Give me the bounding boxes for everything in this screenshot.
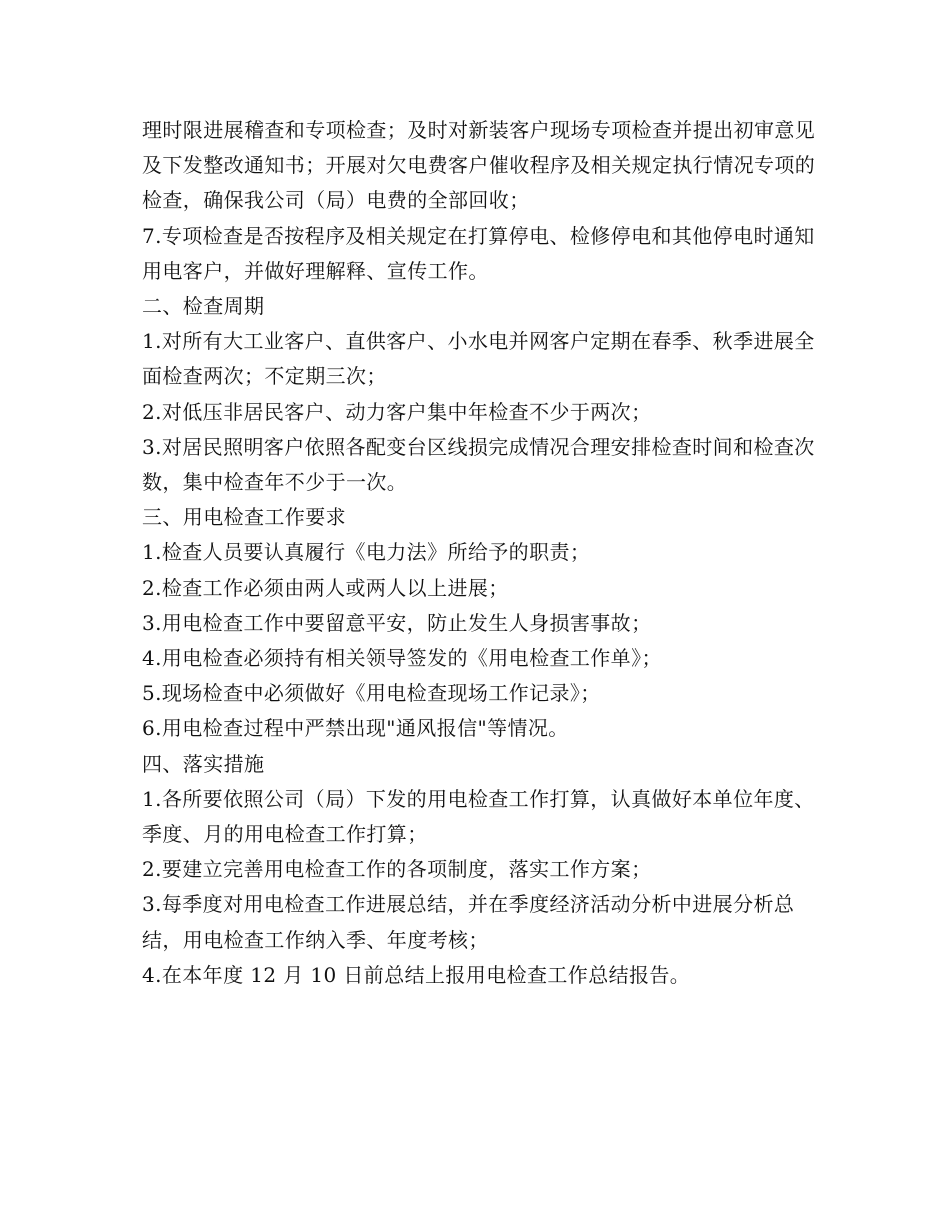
paragraph-requirement-item-4: 4.用电检查必须持有相关领导签发的《用电检查工作单》； [142,646,662,671]
paragraph-measure-item-4: 4.在本年度 12 月 10 日前总结上报用电检查工作总结报告。 [142,962,691,987]
paragraph-cycle-item-3: 3.对居民照明客户依照各配变台区线损完成情况合理安排检查时间和检查次数，集中检查年不少于一次。 [142,434,815,495]
paragraph-requirement-item-2: 2.检查工作必须由两人或两人以上进展； [142,575,509,600]
document-body [142,113,822,993]
paragraph-requirement-item-5: 5.现场检查中必须做好《用电检查现场工作记录》； [142,681,601,706]
paragraph-requirement-item-6: 6.用电检查过程中严禁出现"通风报信"等情况。 [142,716,569,741]
paragraph-measure-item-1: 1.各所要依照公司（局）下发的用电检查工作打算，认真做好本单位年度、季度、月的用电检查工作打算； [142,786,815,847]
paragraph-inspection-scope-continued: 理时限进展稽查和专项检查；及时对新装客户现场专项检查并提出初审意见及下发整改通知书；开展对欠电费客户催收程序及相关规定执行情况专项的检查，确保我公司（局）电费的全部回收； [142,118,816,213]
paragraph-cycle-item-1: 1.对所有大工业客户、直供客户、小水电并网客户定期在春季、秋季进展全面检查两次；不定期三次； [142,329,815,389]
paragraph-requirement-item-1: 1.检查人员要认真履行《电力法》所给予的职责； [142,540,591,565]
section-heading-work-requirements: 三、用电检查工作要求 [142,505,346,530]
paragraph-cycle-item-2: 2.对低压非居民客户、动力客户集中年检查不少于两次； [142,399,652,424]
paragraph-measure-item-3: 3.每季度对用电检查工作进展总结，并在季度经济活动分析中进展分析总结，用电检查工作纳入季、年度考核； [142,892,795,952]
paragraph-requirement-item-3: 3.用电检查工作中要留意平安，防止发生人身损害事故； [142,610,652,635]
section-heading-inspection-cycle: 二、检查周期 [142,294,265,319]
paragraph-item-7: 7.专项检查是否按程序及相关规定在打算停电、检修停电和其他停电时通知用电客户，并做好理解释、宣传工作。 [142,223,815,283]
paragraph-measure-item-2: 2.要建立完善用电检查工作的各项制度，落实工作方案； [142,857,652,882]
section-heading-implementation-measures: 四、落实措施 [142,751,265,776]
